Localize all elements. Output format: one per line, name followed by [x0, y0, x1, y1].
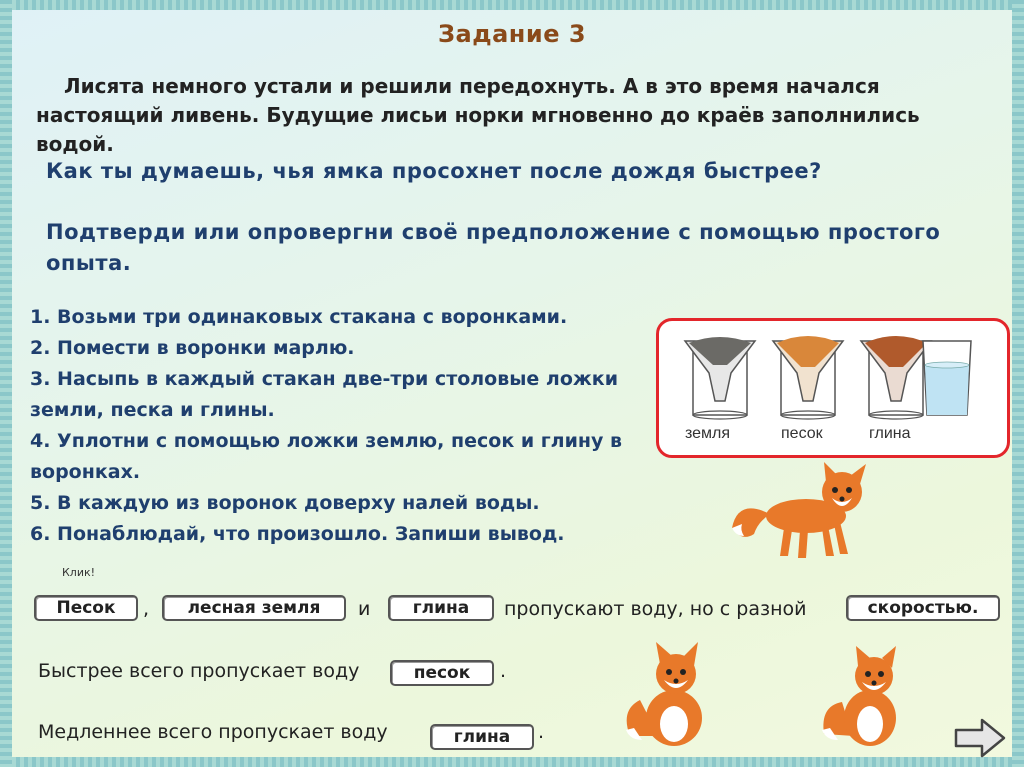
answer-sentence-text: пропускают воду, но с разной [504, 598, 807, 620]
answer-blank-slowest[interactable]: глина [430, 724, 534, 750]
question-text: Как ты думаешь, чья ямка просохнет после дождя быстрее? [46, 159, 822, 183]
step-item: 1. Возьми три одинаковых стакана с воронками. [30, 306, 568, 328]
conjunction-text: и [358, 598, 371, 620]
caption-clay: глина [869, 425, 911, 442]
period-text: . [538, 721, 545, 743]
decorative-frame-left [0, 0, 12, 767]
fox-sitting-image [818, 644, 918, 750]
caption-soil: земля [685, 425, 731, 442]
answer-blank-fastest[interactable]: песок [390, 660, 494, 686]
instruction-text: Подтверди или опровергни своё предположение с помощью простого опыта. [46, 220, 941, 275]
caption-sand: песок [781, 425, 823, 442]
glass-sand [773, 336, 843, 419]
glass-clay [861, 336, 931, 419]
slide-title: Задание 3 [437, 20, 587, 48]
intro-text: Лисята немного устали и решили передохнуть. А в это время начался настоящий ливень. Будущие лисьи норки мгновенно до краёв заполнились водой. [36, 74, 920, 156]
step-item: 5. В каждую из воронок доверху налей воды. [30, 492, 540, 514]
comma-text: , [143, 598, 150, 620]
answer-blank-sand[interactable]: Песок [34, 595, 138, 621]
step-item: 3. Насыпь в каждый стакан две-три столовые ложки земли, песка и глины. [30, 368, 619, 421]
decorative-frame-top [0, 0, 1024, 10]
answer-blank-clay[interactable]: глина [388, 595, 494, 621]
fox-sitting-image [620, 640, 724, 750]
click-hint: Клик! [62, 566, 96, 579]
next-arrow-icon[interactable] [952, 716, 1008, 760]
period-text: . [500, 660, 507, 682]
step-item: 6. Понаблюдай, что произошло. Запиши вывод. [30, 523, 565, 545]
experiment-illustration [656, 318, 1010, 458]
experiment-steps [30, 302, 640, 550]
decorative-frame-right [1012, 0, 1024, 767]
answer-blank-forest-soil[interactable]: лесная земля [162, 595, 346, 621]
slowest-sentence-text: Медленнее всего пропускает воду [38, 721, 388, 743]
fastest-sentence-text: Быстрее всего пропускает воду [38, 660, 360, 682]
fox-walking-image [728, 462, 880, 562]
step-item: 4. Уплотни с помощью ложки землю, песок и глину в воронках. [30, 430, 623, 483]
decorative-frame-bottom [0, 757, 1024, 767]
step-item: 2. Помести в воронки марлю. [30, 337, 355, 359]
glass-water [923, 341, 971, 415]
glass-soil [685, 337, 755, 419]
answer-blank-speed[interactable]: скоростью. [846, 595, 1000, 621]
